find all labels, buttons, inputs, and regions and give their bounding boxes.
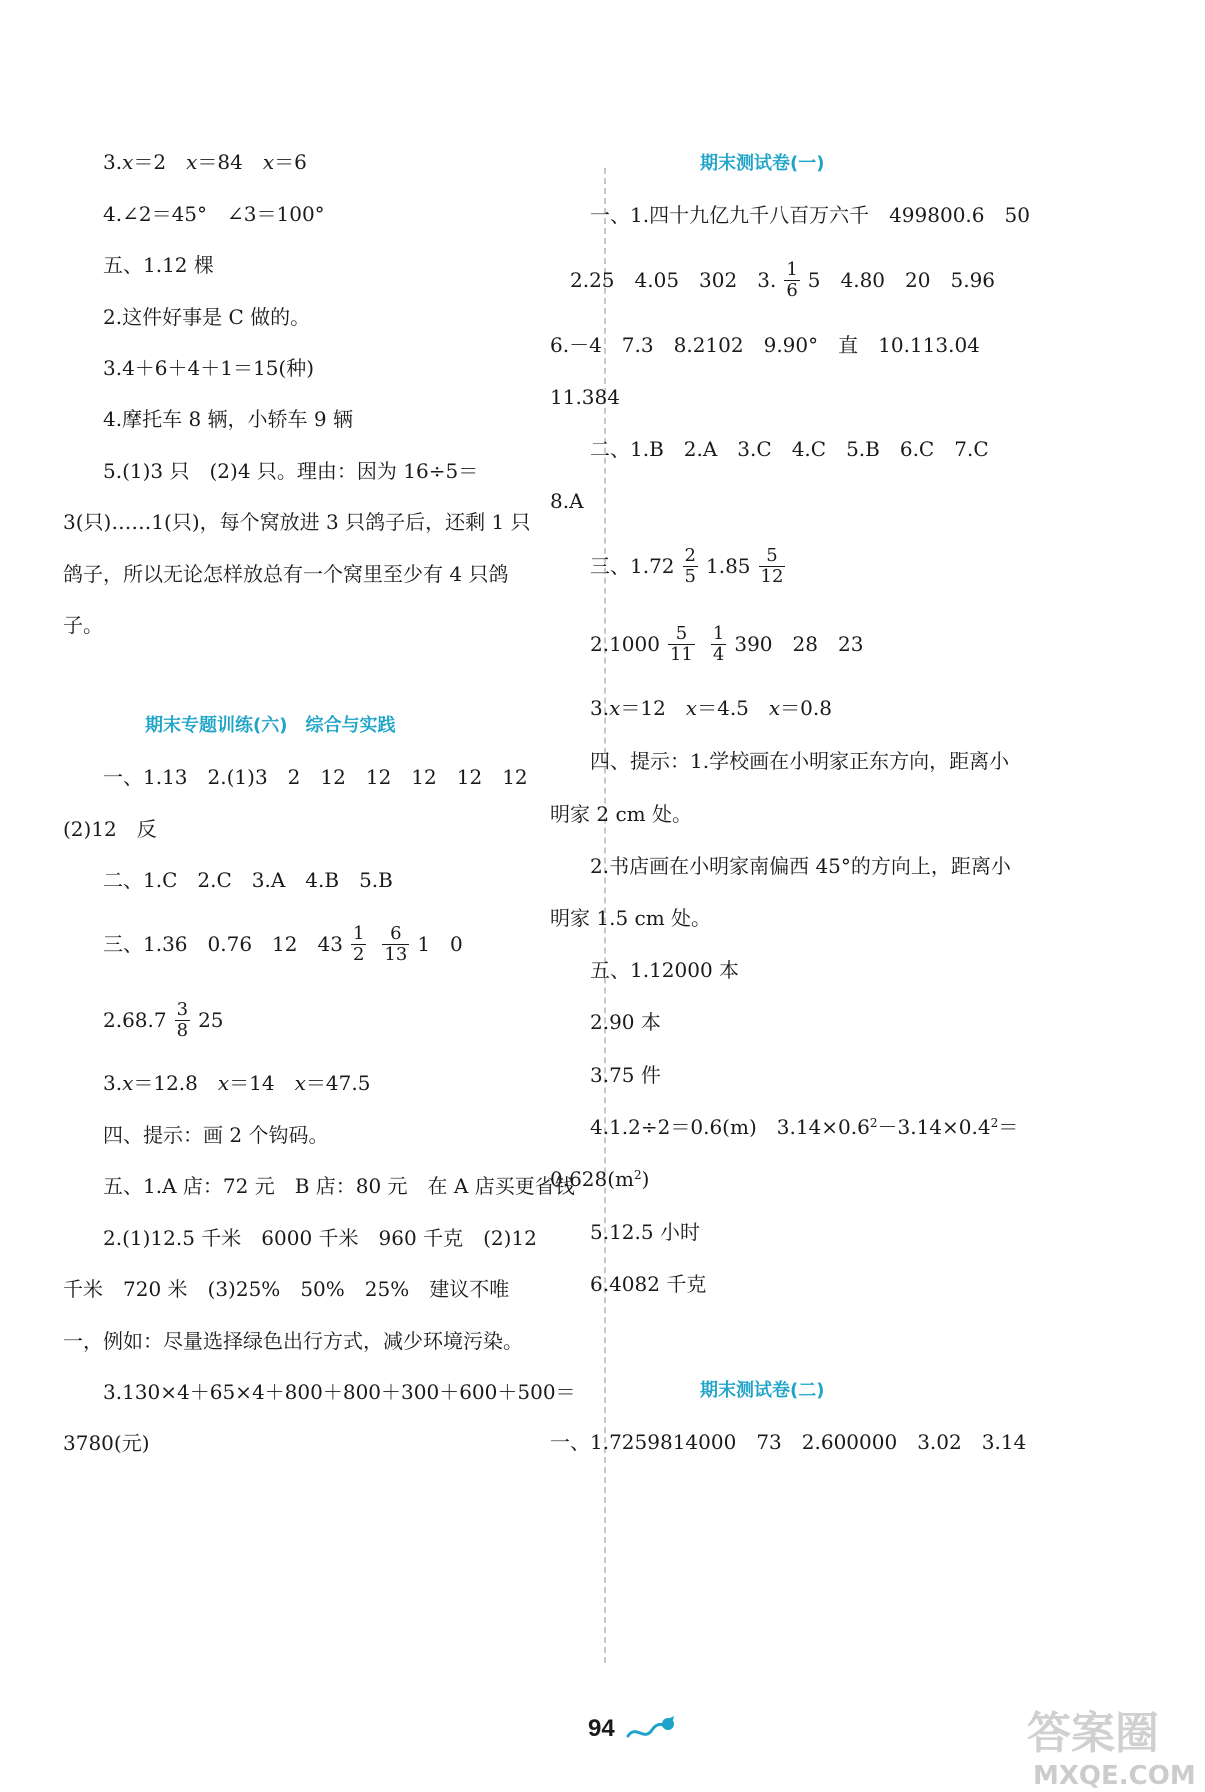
answer-line: 千米 720 米 (3)25% 50% 25% 建议不唯 <box>63 1277 510 1301</box>
answer-line: 一、1.7259814000 73 2.600000 3.02 3.14 <box>550 1430 1027 1454</box>
answer-line: 3(只)……1(只)，每个窝放进 3 只鸽子后，还剩 1 只 <box>63 510 531 534</box>
answer-line: 11.384 <box>550 385 620 409</box>
answer-text: 5 4.80 20 5.96 <box>807 268 996 292</box>
fraction: $\frac{1}{2}$ <box>352 922 365 965</box>
answer-line: 3780(元) <box>63 1431 150 1455</box>
decorative-flourish-icon <box>626 1714 678 1744</box>
answer-line: 8.A <box>550 489 584 513</box>
answer-text: 390 28 23 <box>734 632 864 656</box>
answer-text: 1 0 <box>417 932 463 956</box>
answer-line: 3.4＋6＋4＋1＝15(种) <box>103 356 315 380</box>
answer-line: 一、1.四十九亿九千八百万六千 499800.6 50 <box>590 203 1030 227</box>
answer-line: 2.这件好事是 C 做的。 <box>103 305 311 329</box>
answer-line: 4.∠2＝45° ∠3＝100° <box>103 202 325 226</box>
fraction: $\frac{1}{6}$ <box>786 258 798 301</box>
answer-line: 一、1.13 2.(1)3 2 12 12 12 12 12 <box>103 765 528 789</box>
answer-line <box>590 544 793 587</box>
answer-line: 5.12.5 小时 <box>590 1220 700 1244</box>
answer-text: －3.14×0.4 <box>877 1115 991 1139</box>
answer-line: 五、1.A 店：72 元 B 店：80 元 在 A 店买更省钱 <box>103 1174 575 1198</box>
fraction: $\frac{1}{4}$ <box>712 622 725 665</box>
answer-line <box>103 998 224 1041</box>
answer-line: 五、1.12000 本 <box>590 958 740 982</box>
answer-line <box>103 922 463 965</box>
answer-line: 3.𝑥＝2 𝑥＝84 𝑥＝6 <box>103 150 307 174</box>
answer-line: 五、1.12 棵 <box>103 253 214 277</box>
fraction: $\frac{6}{13}$ <box>384 922 408 965</box>
answer-line: 二、1.B 2.A 3.C 4.C 5.B 6.C 7.C <box>590 437 989 461</box>
answer-line: 子。 <box>63 613 103 637</box>
answer-line: 2.书店画在小明家南偏西 45°的方向上，距离小 <box>590 854 1011 878</box>
answer-line: 2.90 本 <box>590 1010 661 1034</box>
answer-line: 3.𝑥＝12 𝑥＝4.5 𝑥＝0.8 <box>590 696 832 720</box>
fraction: $\frac{5}{12}$ <box>760 544 784 587</box>
answer-text: 25 <box>198 1008 224 1032</box>
fraction: $\frac{2}{5}$ <box>684 544 696 587</box>
answer-line <box>570 258 996 301</box>
answer-text: 2.1000 <box>590 632 660 656</box>
answer-line: 明家 1.5 cm 处。 <box>550 906 712 930</box>
section-heading: 期末测试卷(二) <box>700 1380 825 1401</box>
answer-line: 3.130×4＋65×4＋800＋800＋300＋600＋500＝ <box>103 1380 576 1404</box>
answer-line: 4.1.2÷2＝0.6(m) 3.14×0.6 $^2$ －3.14×0.4 $^2$ ＝ <box>590 1115 1019 1139</box>
answer-text: ＝ <box>998 1115 1019 1139</box>
answer-text: 2.25 4.05 302 3. <box>570 268 777 292</box>
answer-text: 三、1.72 <box>590 554 675 578</box>
fraction: $\frac{5}{11}$ <box>669 622 693 665</box>
answer-text: ) <box>641 1167 650 1191</box>
answer-line: (2)12 反 <box>63 817 157 841</box>
answer-line: 5.(1)3 只 (2)4 只。理由：因为 16÷5＝ <box>103 459 479 483</box>
answer-line: 0.628(m $^2$ ) <box>550 1167 650 1191</box>
answer-line: 4.摩托车 8 辆，小轿车 9 辆 <box>103 407 353 431</box>
answer-text: 1.85 <box>705 554 751 578</box>
answer-line: 一，例如：尽量选择绿色出行方式，减少环境污染。 <box>63 1329 523 1353</box>
answer-text: 三、1.36 0.76 12 43 <box>103 932 343 956</box>
fraction: $\frac{3}{8}$ <box>176 998 189 1041</box>
answer-line: 6.4082 千克 <box>590 1272 707 1296</box>
section-heading: 期末测试卷(一) <box>700 153 825 174</box>
answer-text: 4.1.2÷2＝0.6(m) 3.14×0.6 <box>590 1115 870 1139</box>
answer-line: 四、提示：画 2 个钩码。 <box>103 1123 329 1147</box>
answer-line: 2.(1)12.5 千米 6000 千米 960 千克 (2)12 <box>103 1226 537 1250</box>
answer-line: 3.75 件 <box>590 1063 661 1087</box>
answer-line: 四、提示：1.学校画在小明家正东方向，距离小 <box>590 749 1010 773</box>
answer-line <box>590 622 864 665</box>
answer-line: 3.𝑥＝12.8 𝑥＝14 𝑥＝47.5 <box>103 1071 371 1095</box>
answer-line: 二、1.C 2.C 3.A 4.B 5.B <box>103 868 393 892</box>
answer-text: 0.628(m <box>550 1167 635 1191</box>
answer-text: 2.68.7 <box>103 1008 167 1032</box>
section-heading: 期末专题训练(六) 综合与实践 <box>145 715 396 736</box>
watermark-text: 答案圈 <box>1027 1708 1159 1759</box>
watermark-url: MXQE.COM <box>1033 1761 1196 1788</box>
watermark-logo-icon <box>1025 1700 1200 1788</box>
answer-line: 6.－4 7.3 8.2102 9.90° 直 10.113.04 <box>550 333 980 357</box>
page-number: 94 <box>588 1715 615 1742</box>
answer-line: 明家 2 cm 处。 <box>550 802 692 826</box>
answer-line: 鸽子，所以无论怎样放总有一个窝里至少有 4 只鸽 <box>63 562 509 586</box>
